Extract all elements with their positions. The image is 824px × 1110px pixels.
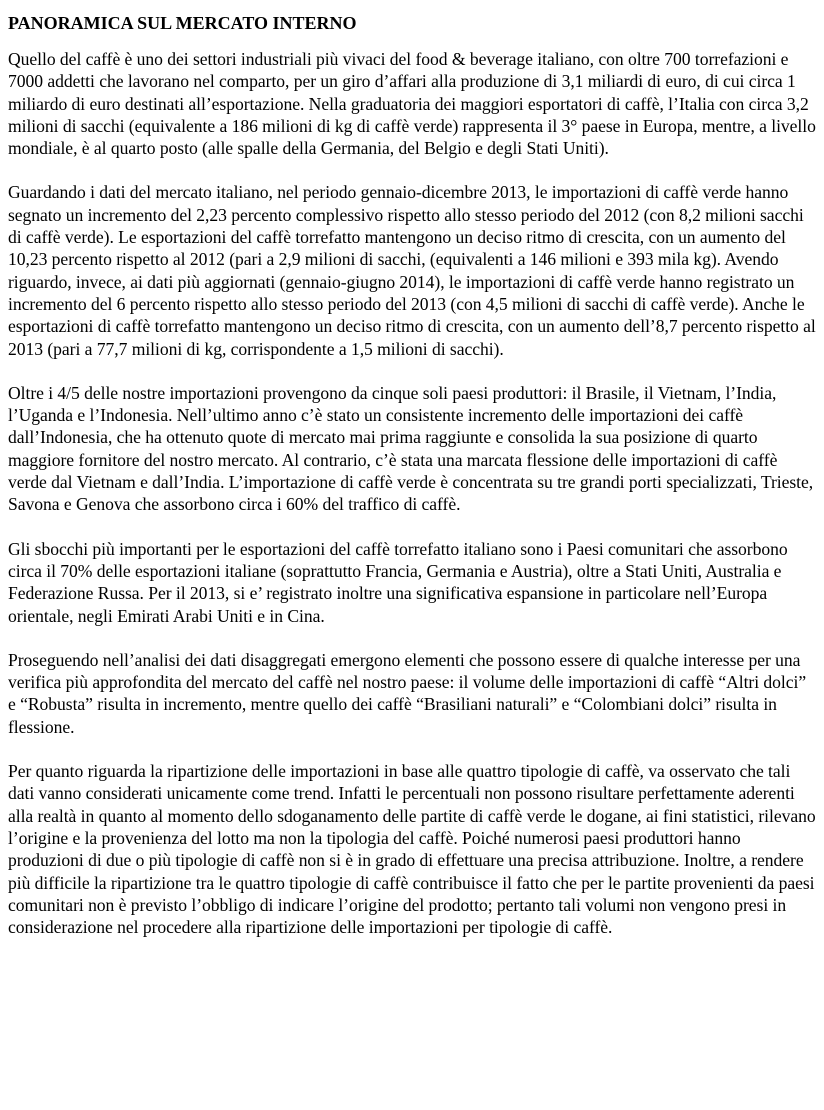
paragraph-import-origins: Oltre i 4/5 delle nostre importazioni provengono da cinque soli paesi produttori: il Brasile, il Vietnam, l’India, l’Uganda e l’Indonesia. Nell’ultimo anno c’è stato un consistente incremento delle importazioni dei caffè dall’Indonesia, che ha ottenuto quote di mercato mai prima raggiunte e consolida la sua posizione di quarto maggiore fornitore del nostro mercato. Al contrario, c’è stata una marcata flessione delle importazioni di caffè verde dal Vietnam e dall’India. L’importazione di caffè verde è concentrata su tre grandi porti specializzati, Trieste, Savona e Genova che assorbono circa i 60% del traffico di caffè. — [8, 382, 814, 515]
paragraph-import-breakdown-note: Per quanto riguarda la ripartizione delle importazioni in base alle quattro tipologie di caffè, va osservato che tali dati vanno considerati unicamente come trend. Infatti le percentuali non possono risultare perfettamente aderenti alla realtà in quanto al momento dello sdoganamento delle partite di caffè verde le dogane, ai fini statistici, rilevano l’origine e la provenienza del lotto ma non la tipologia del caffè. Poiché numerosi paesi produttori hanno produzioni di due o più tipologie di caffè non si è in grado di effettuare una precisa attribuzione. Inoltre, a rendere più difficile la ripartizione tra le quattro tipologie di caffè contribuisce il fatto che per le partite provenienti da paesi comunitari non è previsto l’obbligo di indicare l’origine del prodotto; pertanto tali volumi non vengono presi in considerazione nel procedere alla ripartizione delle importazioni per tipologie di caffè. — [8, 761, 816, 938]
paragraph-export-destinations: Gli sbocchi più importanti per le esportazioni del caffè torrefatto italiano sono i Paesi comunitari che assorbono circa il 70% delle esportazioni italiane (soprattutto Francia, Germania e Austria), oltre a Stati Uniti, Australia e Federazione Russa. Per il 2013, si e’ registrato inoltre una significativa espansione in particolare nell’Europa orientale, negli Emirati Arabi Uniti e in Cina. — [8, 538, 788, 626]
paragraph-coffee-types-trend: Proseguendo nell’analisi dei dati disaggregati emergono elementi che possono essere di qualche interesse per una verifica più approfondita del mercato del caffè nel nostro paese: il volume delle importazioni di caffè “Altri dolci” e “Robusta” risulta in incremento, mentre quello dei caffè “Brasiliani naturali” e “Colombiani dolci” risulta in flessione. — [8, 649, 807, 737]
document-title: PANORAMICA SUL MERCATO INTERNO — [8, 13, 357, 33]
paragraph-intro: Quello del caffè è uno dei settori industriali più vivaci del food & beverage italiano, con oltre 700 torrefazioni e 7000 addetti che lavorano nel comparto, per un giro d’affari alla produzione di 3,1 miliardi di euro, di cui circa 1 miliardo di euro destinati all’esportazione. Nella graduatoria dei maggiori esportatori di caffè, l’Italia con circa 3,2 milioni di sacchi (equivalente a 186 milioni di kg di caffè verde) rappresenta il 3° paese in Europa, mentre, a livello mondiale, è al quarto posto (alle spalle della Germania, del Belgio e degli Stati Uniti). — [8, 49, 816, 159]
paragraph-market-data: Guardando i dati del mercato italiano, nel periodo gennaio-dicembre 2013, le importazioni di caffè verde hanno segnato un incremento del 2,23 percento complessivo rispetto allo stesso periodo del 2012 (con 8,2 milioni sacchi di caffè verde). Le esportazioni del caffè torrefatto mantengono un deciso ritmo di crescita, con un aumento del 10,23 percento rispetto al 2012 (pari a 2,9 milioni di sacchi, (equivalenti a 146 milioni e 393 mila kg). Avendo riguardo, invece, ai dati più aggiornati (gennaio-giugno 2014), le importazioni di caffè verde hanno registrato un incremento del 6 percento rispetto allo stesso periodo del 2013 (con 4,5 milioni di sacchi di caffè verde). Anche le esportazioni di caffè torrefatto mantengono un deciso ritmo di crescita, con un aumento dell’8,7 percento rispetto al 2013 (pari a 77,7 milioni di kg, corrispondente a 1,5 milioni di sacchi). — [8, 182, 816, 359]
